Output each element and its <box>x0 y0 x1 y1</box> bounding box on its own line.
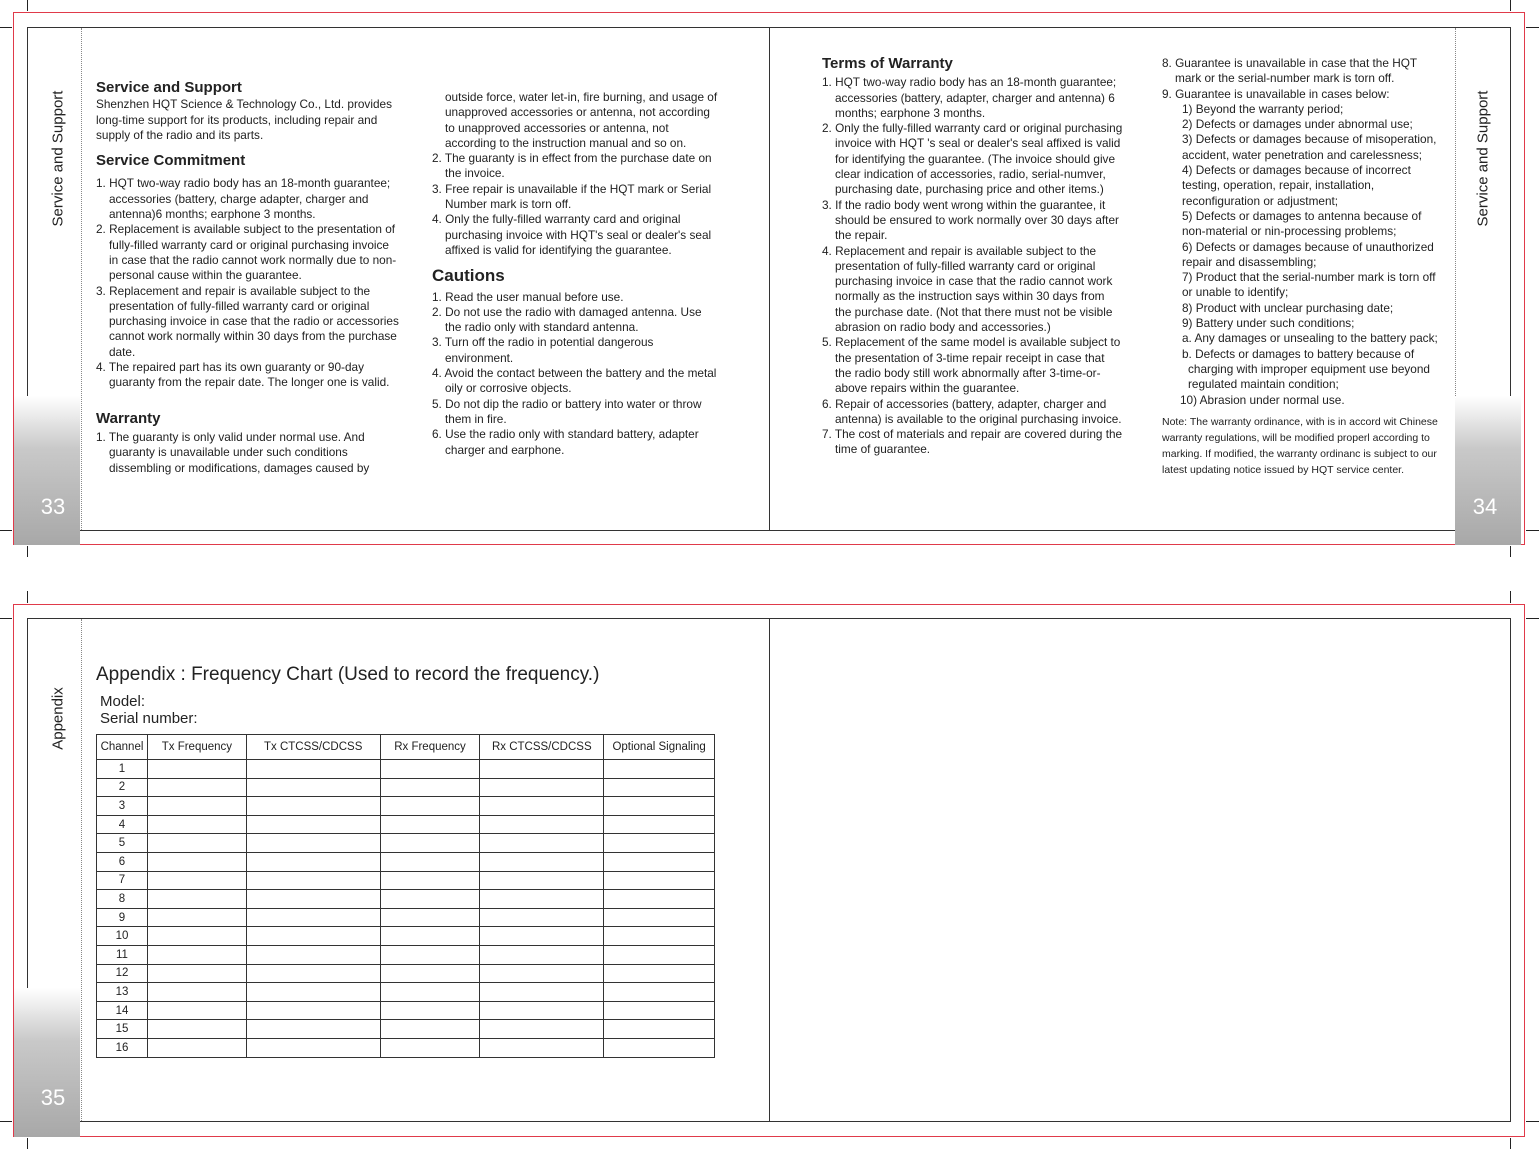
crop-mark <box>1526 1121 1539 1122</box>
empty-cell <box>246 760 380 779</box>
terms-subitem: 6) Defects or damages because of unauthorized repair and disassembling; <box>1182 239 1434 269</box>
channel-cell: 3 <box>97 797 148 816</box>
empty-cell <box>380 890 480 909</box>
table-row <box>97 778 715 797</box>
table-row <box>97 1020 715 1039</box>
caution-item: 1. Read the user manual before use. <box>432 289 624 304</box>
empty-cell <box>480 778 604 797</box>
empty-cell <box>380 1020 480 1039</box>
table-row <box>97 1001 715 1020</box>
empty-cell <box>147 927 246 946</box>
table-row <box>97 1038 715 1057</box>
channel-cell: 16 <box>97 1038 148 1057</box>
empty-cell <box>147 871 246 890</box>
page34-column-2 <box>1162 56 1444 478</box>
empty-cell <box>380 1038 480 1057</box>
empty-cell <box>147 964 246 983</box>
channel-cell: 11 <box>97 945 148 964</box>
empty-cell <box>380 964 480 983</box>
table-row <box>97 908 715 927</box>
channel-cell: 12 <box>97 964 148 983</box>
channel-cell: 5 <box>97 834 148 853</box>
table-row <box>97 945 715 964</box>
spread-divider <box>769 618 770 1122</box>
empty-cell <box>480 964 604 983</box>
column-header: Optional Signaling <box>604 735 715 760</box>
empty-cell <box>380 927 480 946</box>
warranty-item: 4. Only the fully-filled warranty card and original purchasing invoice with HQT's seal or dealer's seal affixed is valid for identifying the guarantee. <box>432 212 712 257</box>
empty-cell <box>604 815 715 834</box>
empty-cell <box>604 760 715 779</box>
terms-item: 3. If the radio body went wrong within the guarantee, it should be ensured to work normally over 30 days after the repair. <box>822 197 1119 243</box>
channel-cell: 4 <box>97 815 148 834</box>
table-row <box>97 797 715 816</box>
battery-subitem: a. Any damages or unsealing to the battery pack; <box>1182 331 1438 346</box>
warranty-item: 1. The guaranty is only valid under normal use. And guaranty is unavailable under such conditions dissembling or modifications, damages caused by <box>96 429 370 475</box>
terms-subitem: 1) Beyond the warranty period; <box>1182 101 1344 116</box>
spread-divider <box>769 27 770 531</box>
crop-mark <box>0 618 12 619</box>
page-tab-34 <box>1455 396 1521 545</box>
crop-mark <box>1526 618 1539 619</box>
empty-cell <box>246 852 380 871</box>
empty-cell <box>480 852 604 871</box>
terms-item: 6. Repair of accessories (battery, adapter, charger and antenna) is available to the original purchasing invoice. <box>822 396 1122 426</box>
empty-cell <box>246 815 380 834</box>
crop-mark <box>1510 1138 1511 1149</box>
empty-cell <box>604 834 715 853</box>
side-label-34: Service and Support <box>1474 90 1492 227</box>
page-number-35: 35 <box>40 1085 66 1110</box>
empty-cell <box>380 834 480 853</box>
commitment-item: 4. The repaired part has its own guaranty or 90-day guaranty from the repair date. The longer one is valid. <box>96 360 390 390</box>
empty-cell <box>480 834 604 853</box>
empty-cell <box>604 852 715 871</box>
empty-cell <box>604 908 715 927</box>
channel-cell: 15 <box>97 1020 148 1039</box>
empty-cell <box>380 815 480 834</box>
empty-cell <box>480 890 604 909</box>
caution-item: 6. Use the radio only with standard battery, adapter charger and earphone. <box>432 427 699 457</box>
empty-cell <box>246 945 380 964</box>
table-row <box>97 964 715 983</box>
table-row <box>97 871 715 890</box>
cautions-title: Cautions <box>432 266 505 286</box>
empty-cell <box>147 1038 246 1057</box>
page-number-33: 33 <box>40 494 66 519</box>
crop-mark <box>27 1138 28 1149</box>
empty-cell <box>380 1001 480 1020</box>
terms-subitem: 4) Defects or damages because of incorrect testing, operation, repair, installation, reconfiguration or adjustment; <box>1182 163 1411 208</box>
empty-cell <box>480 945 604 964</box>
page33-column-1 <box>96 80 401 476</box>
empty-cell <box>480 908 604 927</box>
crop-mark <box>1510 546 1511 557</box>
empty-cell <box>480 1001 604 1020</box>
empty-cell <box>604 964 715 983</box>
empty-cell <box>147 815 246 834</box>
terms-subitem: 5) Defects or damages to antenna because of non-material or nin-processing problems; <box>1182 208 1422 239</box>
empty-cell <box>480 760 604 779</box>
support-title: Service and Support <box>96 79 242 96</box>
terms-subitem: 10) Abrasion under normal use. <box>1180 392 1345 407</box>
table-row <box>97 760 715 779</box>
empty-cell <box>246 797 380 816</box>
frequency-chart-table <box>96 734 715 1058</box>
caution-item: 5. Do not dip the radio or battery into water or throw them in fire. <box>432 396 702 426</box>
page33-column-2 <box>432 90 719 458</box>
empty-cell <box>604 1001 715 1020</box>
caution-item: 2. Do not use the radio with damaged antenna. Use the radio only with standard antenna. <box>432 304 702 335</box>
empty-cell <box>480 983 604 1002</box>
warranty-continuation: outside force, water let-in, fire burning, and usage of unapproved accessories or antenna, not according to unapproved accessories or antenna, not according to the instruction manual and so on. <box>445 90 718 150</box>
empty-cell <box>246 890 380 909</box>
channel-cell: 13 <box>97 983 148 1002</box>
table-row <box>97 834 715 853</box>
empty-cell <box>380 908 480 927</box>
empty-cell <box>380 778 480 797</box>
terms-item: 9. Guarantee is unavailable in cases below: <box>1162 86 1390 101</box>
channel-cell: 10 <box>97 927 148 946</box>
empty-cell <box>604 1020 715 1039</box>
terms-title: Terms of Warranty <box>822 55 953 72</box>
empty-cell <box>147 797 246 816</box>
serial-number-label: Serial number: <box>100 710 198 727</box>
channel-cell: 2 <box>97 778 148 797</box>
empty-cell <box>147 834 246 853</box>
crop-mark <box>0 530 12 531</box>
empty-cell <box>147 890 246 909</box>
page-number-34: 34 <box>1472 494 1498 519</box>
empty-cell <box>380 871 480 890</box>
empty-cell <box>604 797 715 816</box>
crop-mark <box>0 27 12 28</box>
channel-cell: 8 <box>97 890 148 909</box>
empty-cell <box>147 945 246 964</box>
channel-cell: 14 <box>97 1001 148 1020</box>
empty-cell <box>604 945 715 964</box>
empty-cell <box>246 927 380 946</box>
side-label-35: Appendix <box>49 687 67 750</box>
terms-item: 5. Replacement of the same model is available subject to the presentation of 3-time repair receipt in case that the radio body still work abnormally after 3-time-or-above repairs within the guarantee. <box>822 335 1121 396</box>
terms-subitem: 2) Defects or damages under abnormal use; <box>1182 117 1413 132</box>
margin-guide <box>81 28 82 530</box>
empty-cell <box>380 983 480 1002</box>
crop-mark <box>1526 530 1539 531</box>
warranty-note: Note: The warranty ordinance, with is in accord wit Chinese warranty regulations, will be modified properl according to marking. If modified, the warranty ordinanc is subject to our latest updating notice issued by HQT service center. <box>1162 415 1438 476</box>
terms-item: 8. Guarantee is unavailable in case that the HQT mark or the serial-number mark is torn off. <box>1162 56 1417 86</box>
crop-mark <box>1510 0 1511 11</box>
empty-cell <box>246 778 380 797</box>
empty-cell <box>604 927 715 946</box>
terms-subitem: 3) Defects or damages because of misoperation, accident, water penetration and carelessness; <box>1182 132 1437 162</box>
crop-mark <box>27 546 28 557</box>
empty-cell <box>380 760 480 779</box>
crop-mark <box>1526 27 1539 28</box>
empty-cell <box>246 964 380 983</box>
caution-item: 3. Turn off the radio in potential dangerous environment. <box>432 335 654 365</box>
model-label: Model: <box>100 693 146 710</box>
crop-mark <box>0 1121 12 1122</box>
empty-cell <box>246 908 380 927</box>
commitment-item: 3. Replacement and repair is available subject to the presentation of fully-filled warranty card or original purchasing invoice in case that the radio or accessories cannot work normally within 30 days from the purchase date. <box>96 283 399 359</box>
empty-cell <box>246 834 380 853</box>
empty-cell <box>480 927 604 946</box>
crop-mark <box>1510 591 1511 603</box>
empty-cell <box>246 1020 380 1039</box>
empty-cell <box>147 1001 246 1020</box>
empty-cell <box>604 983 715 1002</box>
empty-cell <box>480 797 604 816</box>
empty-cell <box>604 778 715 797</box>
empty-cell <box>480 1020 604 1039</box>
empty-cell <box>147 778 246 797</box>
empty-cell <box>147 852 246 871</box>
empty-cell <box>147 983 246 1002</box>
side-label-33: Service and Support <box>49 90 67 227</box>
terms-item: 2. Only the fully-filled warranty card or original purchasing invoice with HQT 's seal or dealer's seal affixed is valid for identifying the guarantee. (The invoice should give clear indication of accessories, radio, serial-numver, purchasing date, purchasing price and other items.) <box>822 121 1123 197</box>
channel-cell: 1 <box>97 760 148 779</box>
channel-cell: 9 <box>97 908 148 927</box>
empty-cell <box>246 983 380 1002</box>
column-header: Rx Frequency <box>380 735 480 760</box>
empty-cell <box>480 815 604 834</box>
terms-subitem: 9) Battery under such conditions; <box>1182 316 1355 331</box>
empty-cell <box>246 1001 380 1020</box>
empty-cell <box>147 1020 246 1039</box>
commitment-item: 2. Replacement is available subject to the presentation of fully-filled warranty card or original purchasing invoice in case that the radio cannot work normally due to non-personal cause within the guarantee. <box>96 222 397 283</box>
empty-cell <box>604 890 715 909</box>
terms-item: 1. HQT two-way radio body has an 18-month guarantee; accessories (battery, adapter, charger and antenna) 6 months; earphone 3 months. <box>822 75 1117 120</box>
column-header: Channel <box>97 735 148 760</box>
caution-item: 4. Avoid the contact between the battery and the metal oily or corrosive objects. <box>432 366 717 396</box>
appendix-title: Appendix : Frequency Chart (Used to record the frequency.) <box>96 664 600 685</box>
channel-cell: 7 <box>97 871 148 890</box>
empty-cell <box>380 797 480 816</box>
page-tab-35 <box>14 988 80 1137</box>
crop-mark <box>27 591 28 603</box>
empty-cell <box>480 871 604 890</box>
empty-cell <box>604 1038 715 1057</box>
empty-cell <box>147 760 246 779</box>
warranty-item: 2. The guaranty is in effect from the purchase date on the invoice. <box>432 151 712 181</box>
table-header-row <box>97 735 715 760</box>
channel-cell: 6 <box>97 852 148 871</box>
empty-cell <box>147 908 246 927</box>
terms-subitem: 7) Product that the serial-number mark is torn off or unable to identify; <box>1182 270 1436 300</box>
empty-cell <box>604 871 715 890</box>
table-row <box>97 927 715 946</box>
table-row <box>97 983 715 1002</box>
margin-guide <box>81 619 82 1121</box>
column-header: Tx CTCSS/CDCSS <box>246 735 380 760</box>
empty-cell <box>480 1038 604 1057</box>
terms-item: 7. The cost of materials and repair are covered during the time of guarantee. <box>822 427 1123 457</box>
table-row <box>97 852 715 871</box>
empty-cell <box>246 871 380 890</box>
commitment-item: 1. HQT two-way radio body has an 18-month guarantee; accessories (battery, charge adapter, charger and antenna)6 months; earphone 3 months. <box>96 176 391 222</box>
battery-subitem: b. Defects or damages to battery because of charging with improper equipment use beyond regulated maintain condition; <box>1182 346 1430 392</box>
terms-subitem: 8) Product with unclear purchasing date; <box>1182 300 1394 315</box>
column-header: Rx CTCSS/CDCSS <box>480 735 604 760</box>
crop-mark <box>27 0 28 11</box>
warranty-item: 3. Free repair is unavailable if the HQT mark or Serial Number mark is torn off. <box>432 181 712 212</box>
support-text: Shenzhen HQT Science & Technology Co., Ltd. provides long-time support for its products, including repair and supply of the radio and its parts. <box>96 97 392 142</box>
empty-cell <box>380 945 480 964</box>
page-tab-33 <box>14 396 80 545</box>
commitment-title: Service Commitment <box>96 152 246 170</box>
warranty-title: Warranty <box>96 409 161 427</box>
table-row <box>97 890 715 909</box>
terms-item: 4. Replacement and repair is available subject to the presentation of fully-filled warranty card or original purchasing invoice in case that the radio cannot work normally as the instruction says within 30 days from the purchase date. (Not that there must not be visible abrasion on radio body and accessories.) <box>822 243 1113 335</box>
column-header: Tx Frequency <box>147 735 246 760</box>
empty-cell <box>246 1038 380 1057</box>
empty-cell <box>380 852 480 871</box>
table-row <box>97 815 715 834</box>
page34-column-1 <box>822 56 1124 458</box>
